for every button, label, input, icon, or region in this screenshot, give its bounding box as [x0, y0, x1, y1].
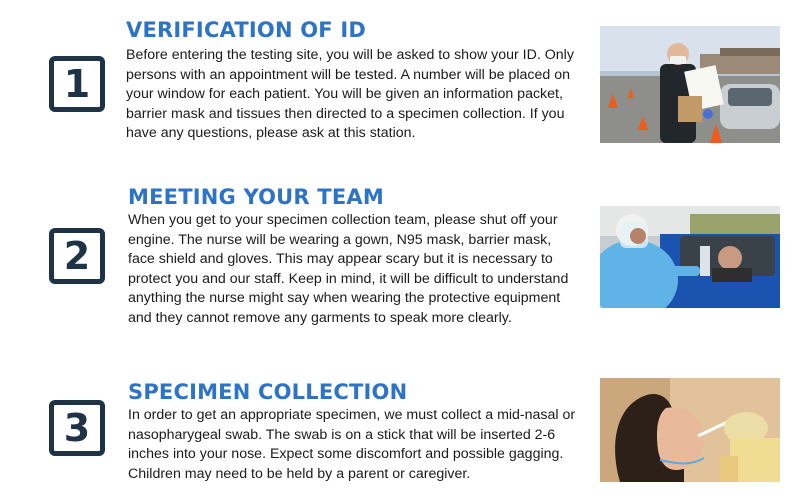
step-heading: MEETING YOUR TEAM	[128, 185, 384, 209]
step-description: In order to get an appropriate specimen, we must collect a mid-nasal or nasopharygeal swab. The swab is on a stick that will be inserted 2-6 inches into your nose. Expect some discomfort and possible gagging. Children may need to be held by a parent or caregiver.	[128, 407, 576, 482]
step-number-box	[49, 228, 105, 284]
staff-holding-clipboard-photo	[600, 26, 780, 143]
step-description: When you get to your specimen collection team, please shut off your engine. The nurse will be wearing a gown, N95 mask, barrier mask, face shield and gloves. This may appear scary but it is necessary to protect you and our staff. Keep in mind, it will be difficult to understand anything the nurse might say when wearing the protective equipment and they cannot remove any garments to speak more clearly.	[128, 212, 569, 326]
step-number: 1	[63, 62, 91, 106]
step-number-box	[49, 400, 105, 456]
step-heading: SPECIMEN COLLECTION	[128, 380, 408, 404]
step-number: 3	[63, 406, 91, 450]
nurse-at-car-window-photo	[600, 206, 780, 308]
step-number: 2	[63, 234, 91, 278]
nasal-swab-photo	[600, 378, 780, 482]
step-heading: VERIFICATION OF ID	[126, 18, 367, 42]
step-description: Before entering the testing site, you will be asked to show your ID. Only persons with an appointment will be tested. A number will be placed on your window for each patient. You will be given an information packet, barrier mask and tissues then directed to a specimen collection. If you have any questions, please ask at this station.	[126, 47, 574, 142]
step-number-box	[49, 56, 105, 112]
